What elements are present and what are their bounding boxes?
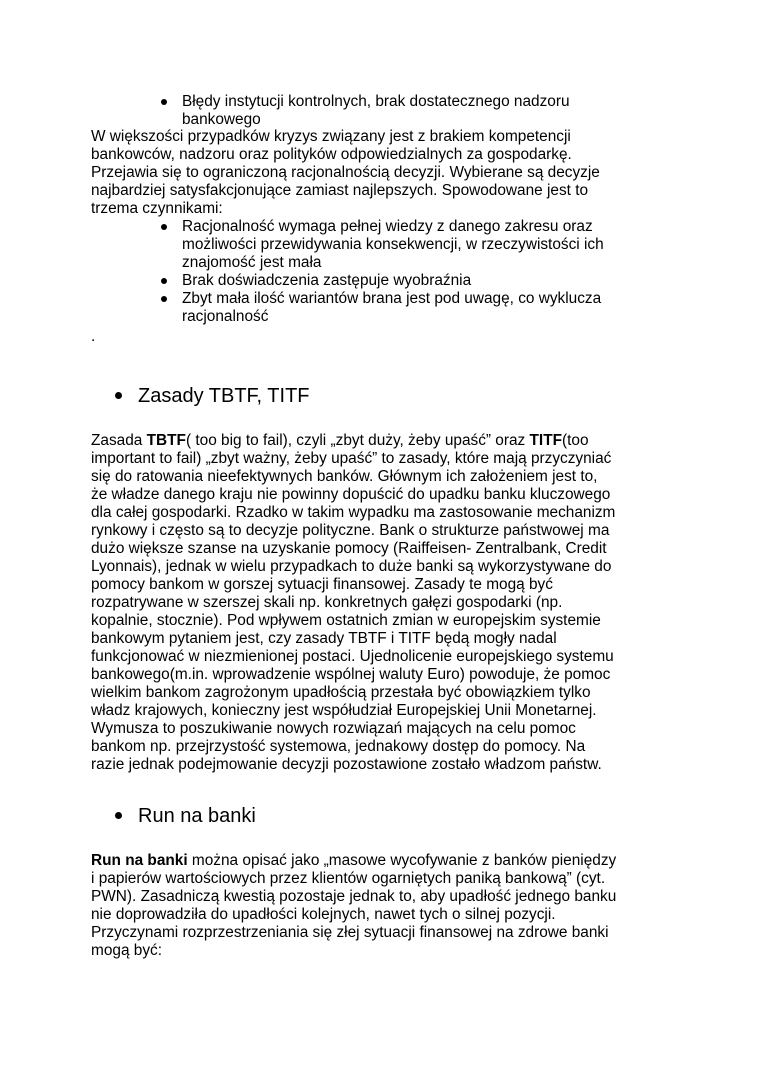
paragraph-line: Wymusza to poszukiwanie nowych rozwiązań mających na celu pomoc: [91, 720, 576, 737]
bullet-icon: [161, 99, 167, 105]
paragraph-line: Zasada TBTF( too big to fail), czyli „zbyt duży, żeby upaść” oraz TITF(too: [91, 432, 589, 449]
factor-text: Zbyt mała ilość wariantów brana jest pod uwagę, co wyklucza: [182, 290, 602, 307]
paragraph-line: władz krajowych, konieczny jest współudział Europejskiej Unii Monetarnej.: [91, 702, 597, 719]
paragraph-line: important to fail) „zbyt ważny, żeby upaść” to zasady, które mają przyczyniać: [91, 450, 612, 467]
paragraph-line: najbardziej satysfakcjonujące zamiast najlepszych. Spowodowane jest to: [91, 182, 589, 199]
paragraph-line: nie doprowadziła do upadłości kolejnych, nawet tych o silnej pozycji.: [91, 906, 556, 923]
bullet-icon: [161, 278, 167, 284]
paragraph-line: mogą być:: [91, 942, 163, 959]
factor-text: znajomość jest mała: [182, 254, 322, 271]
heading-bullet-icon: [115, 392, 122, 399]
paragraph-line: że władze danego kraju nie powinny dopuścić do upadku banku kluczowego: [91, 486, 611, 503]
paragraph-line: W większości przypadków kryzys związany jest z brakiem kompetencji: [91, 128, 571, 145]
paragraph-line: rynkowy i często są to decyzje polityczne. Bank o strukturze państwowej ma: [91, 522, 610, 539]
bullet-icon: [161, 224, 167, 230]
paragraph-line: i papierów wartościowych przez klientów ogarniętych paniką bankową” (cyt.: [91, 870, 606, 887]
paragraph-line: rozpatrywane w szerszej skali np. konkretnych gałęzi gospodarki (np.: [91, 594, 563, 611]
paragraph-line: trzema czynnikami:: [91, 200, 223, 217]
paragraph-line: PWN). Zasadniczą kwestią pozostaje jednak to, aby upadłość jednego banku: [91, 888, 617, 905]
paragraph-line: funkcjonować w niezmienionej postaci. Ujednolicenie europejskiego systemu: [91, 648, 614, 665]
bullet-text: Błędy instytucji kontrolnych, brak dostatecznego nadzoru: [182, 93, 570, 110]
factor-text: możliwości przewidywania konsekwencji, w rzeczywistości ich: [182, 236, 604, 253]
paragraph-line: Przyczynami rozprzestrzeniania się złej sytuacji finansowej na zdrowe banki: [91, 924, 609, 941]
factor-text: Brak doświadczenia zastępuje wyobraźnia: [182, 272, 472, 289]
paragraph-line: kopalnie, stocznie). Pod wpływem ostatnich zmian w europejskim systemie: [91, 612, 601, 629]
factor-text: Racjonalność wymaga pełnej wiedzy z danego zakresu oraz: [182, 218, 593, 235]
paragraph-line: bankowców, nadzoru oraz polityków odpowiedzialnych za gospodarkę.: [91, 146, 572, 163]
paragraph-line: Run na banki można opisać jako „masowe wycofywanie z banków pieniędzy: [91, 852, 617, 869]
paragraph-line: Przejawia się to ograniczoną racjonalnością decyzji. Wybierane są decyzje: [91, 164, 600, 181]
paragraph-line: dużo większe szanse na uzyskanie pomocy (Raiffeisen- Zentralbank, Credit: [91, 540, 607, 557]
section-heading: Zasady TBTF, TITF: [138, 385, 310, 407]
paragraph-line: wielkim bankom zagrożonym upadłością przestała być obowiązkiem tylko: [91, 684, 591, 701]
paragraph-line: bankom np. przejrzystość systemowa, jednakowy dostęp do pomocy. Na: [91, 738, 586, 755]
heading-bullet-icon: [115, 812, 122, 819]
bullet-icon: [161, 296, 167, 302]
bullet-text: bankowego: [182, 111, 261, 128]
paragraph-line: się do ratowania nieefektywnych banków. Głównym ich założeniem jest to,: [91, 468, 598, 485]
section-heading: Run na banki: [138, 805, 256, 827]
paragraph-line: dla całej gospodarki. Rzadko w takim wypadku ma zastosowanie mechanizm: [91, 504, 616, 521]
paragraph-line: Lyonnais), jednak w wielu przypadkach to duże banki są wykorzystywane do: [91, 558, 612, 575]
paragraph-line: razie jednak podejmowanie decyzji pozostawione zostało władzom państw.: [91, 756, 602, 773]
paragraph-line: pomocy bankom w gorszej sytuacji finansowej. Zasady te mogą być: [91, 576, 553, 593]
paragraph-line: bankowym pytaniem jest, czy zasady TBTF i TITF będą mogły nadal: [91, 630, 557, 647]
paragraph-line: bankowego(m.in. wprowadzenie wspólnej waluty Euro) powoduje, że pomoc: [91, 666, 611, 683]
factor-text: racjonalność: [182, 308, 269, 325]
stray-dot: .: [91, 328, 96, 345]
